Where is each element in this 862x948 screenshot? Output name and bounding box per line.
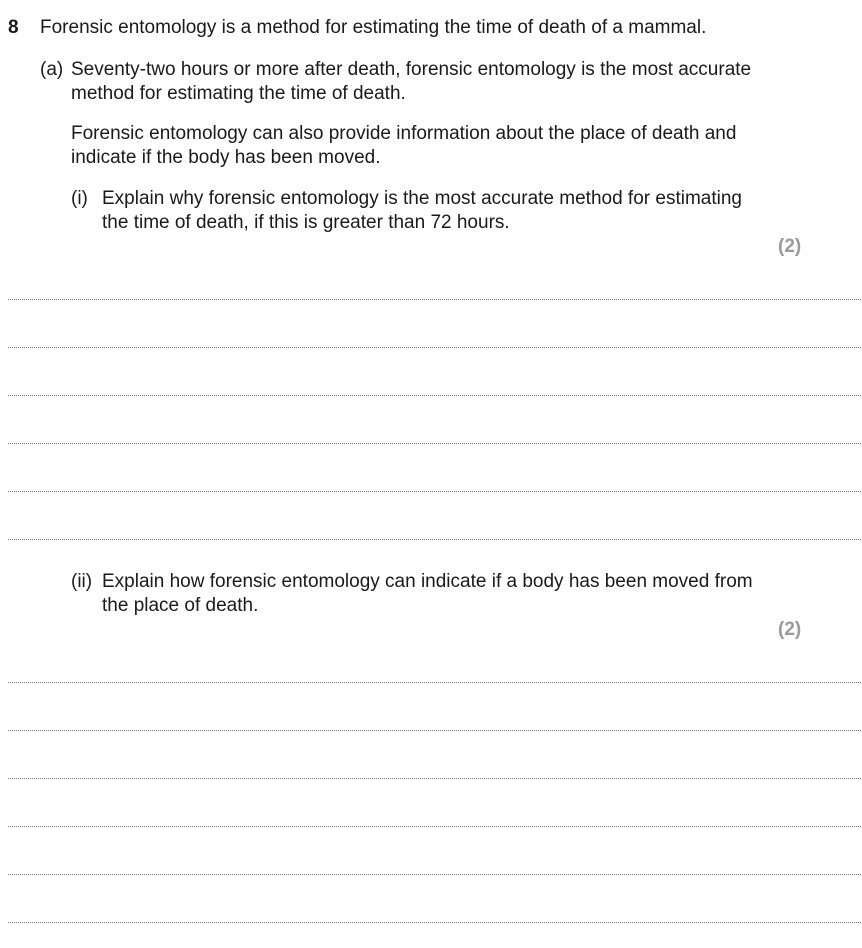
part-a-intro-line-2: method for estimating the time of death. xyxy=(71,83,406,104)
answer-line[interactable] xyxy=(8,539,861,540)
part-a-intro-line-1: Seventy-two hours or more after death, forensic entomology is the most accurate xyxy=(71,59,752,80)
answer-line[interactable] xyxy=(8,443,861,444)
sub-question-ii-line-2: the place of death. xyxy=(102,595,259,616)
sub-question-ii-label: (ii) xyxy=(71,571,93,592)
part-a-label: (a) xyxy=(40,59,64,80)
sub-question-i-marks: (2) xyxy=(778,236,802,257)
sub-question-ii-line-1: Explain how forensic entomology can indicate if a body has been moved from xyxy=(102,571,753,592)
answer-line[interactable] xyxy=(8,299,861,300)
answer-line[interactable] xyxy=(8,730,861,731)
sub-question-ii-marks: (2) xyxy=(778,619,802,640)
answer-line[interactable] xyxy=(8,778,861,779)
answer-line[interactable] xyxy=(8,922,861,923)
answer-line[interactable] xyxy=(8,874,861,875)
question-stem: Forensic entomology is a method for estimating the time of death of a mammal. xyxy=(40,17,707,38)
answer-line[interactable] xyxy=(8,682,861,683)
part-a-info-line-2: indicate if the body has been moved. xyxy=(71,147,381,168)
answer-line[interactable] xyxy=(8,826,861,827)
sub-question-i-label: (i) xyxy=(71,188,88,209)
answer-line[interactable] xyxy=(8,395,861,396)
part-a-info-line-1: Forensic entomology can also provide information about the place of death and xyxy=(71,123,737,144)
answer-line[interactable] xyxy=(8,347,861,348)
answer-line[interactable] xyxy=(8,491,861,492)
sub-question-i-line-2: the time of death, if this is greater than 72 hours. xyxy=(102,212,510,233)
sub-question-i-line-1: Explain why forensic entomology is the most accurate method for estimating xyxy=(102,188,742,209)
question-number: 8 xyxy=(8,17,19,38)
